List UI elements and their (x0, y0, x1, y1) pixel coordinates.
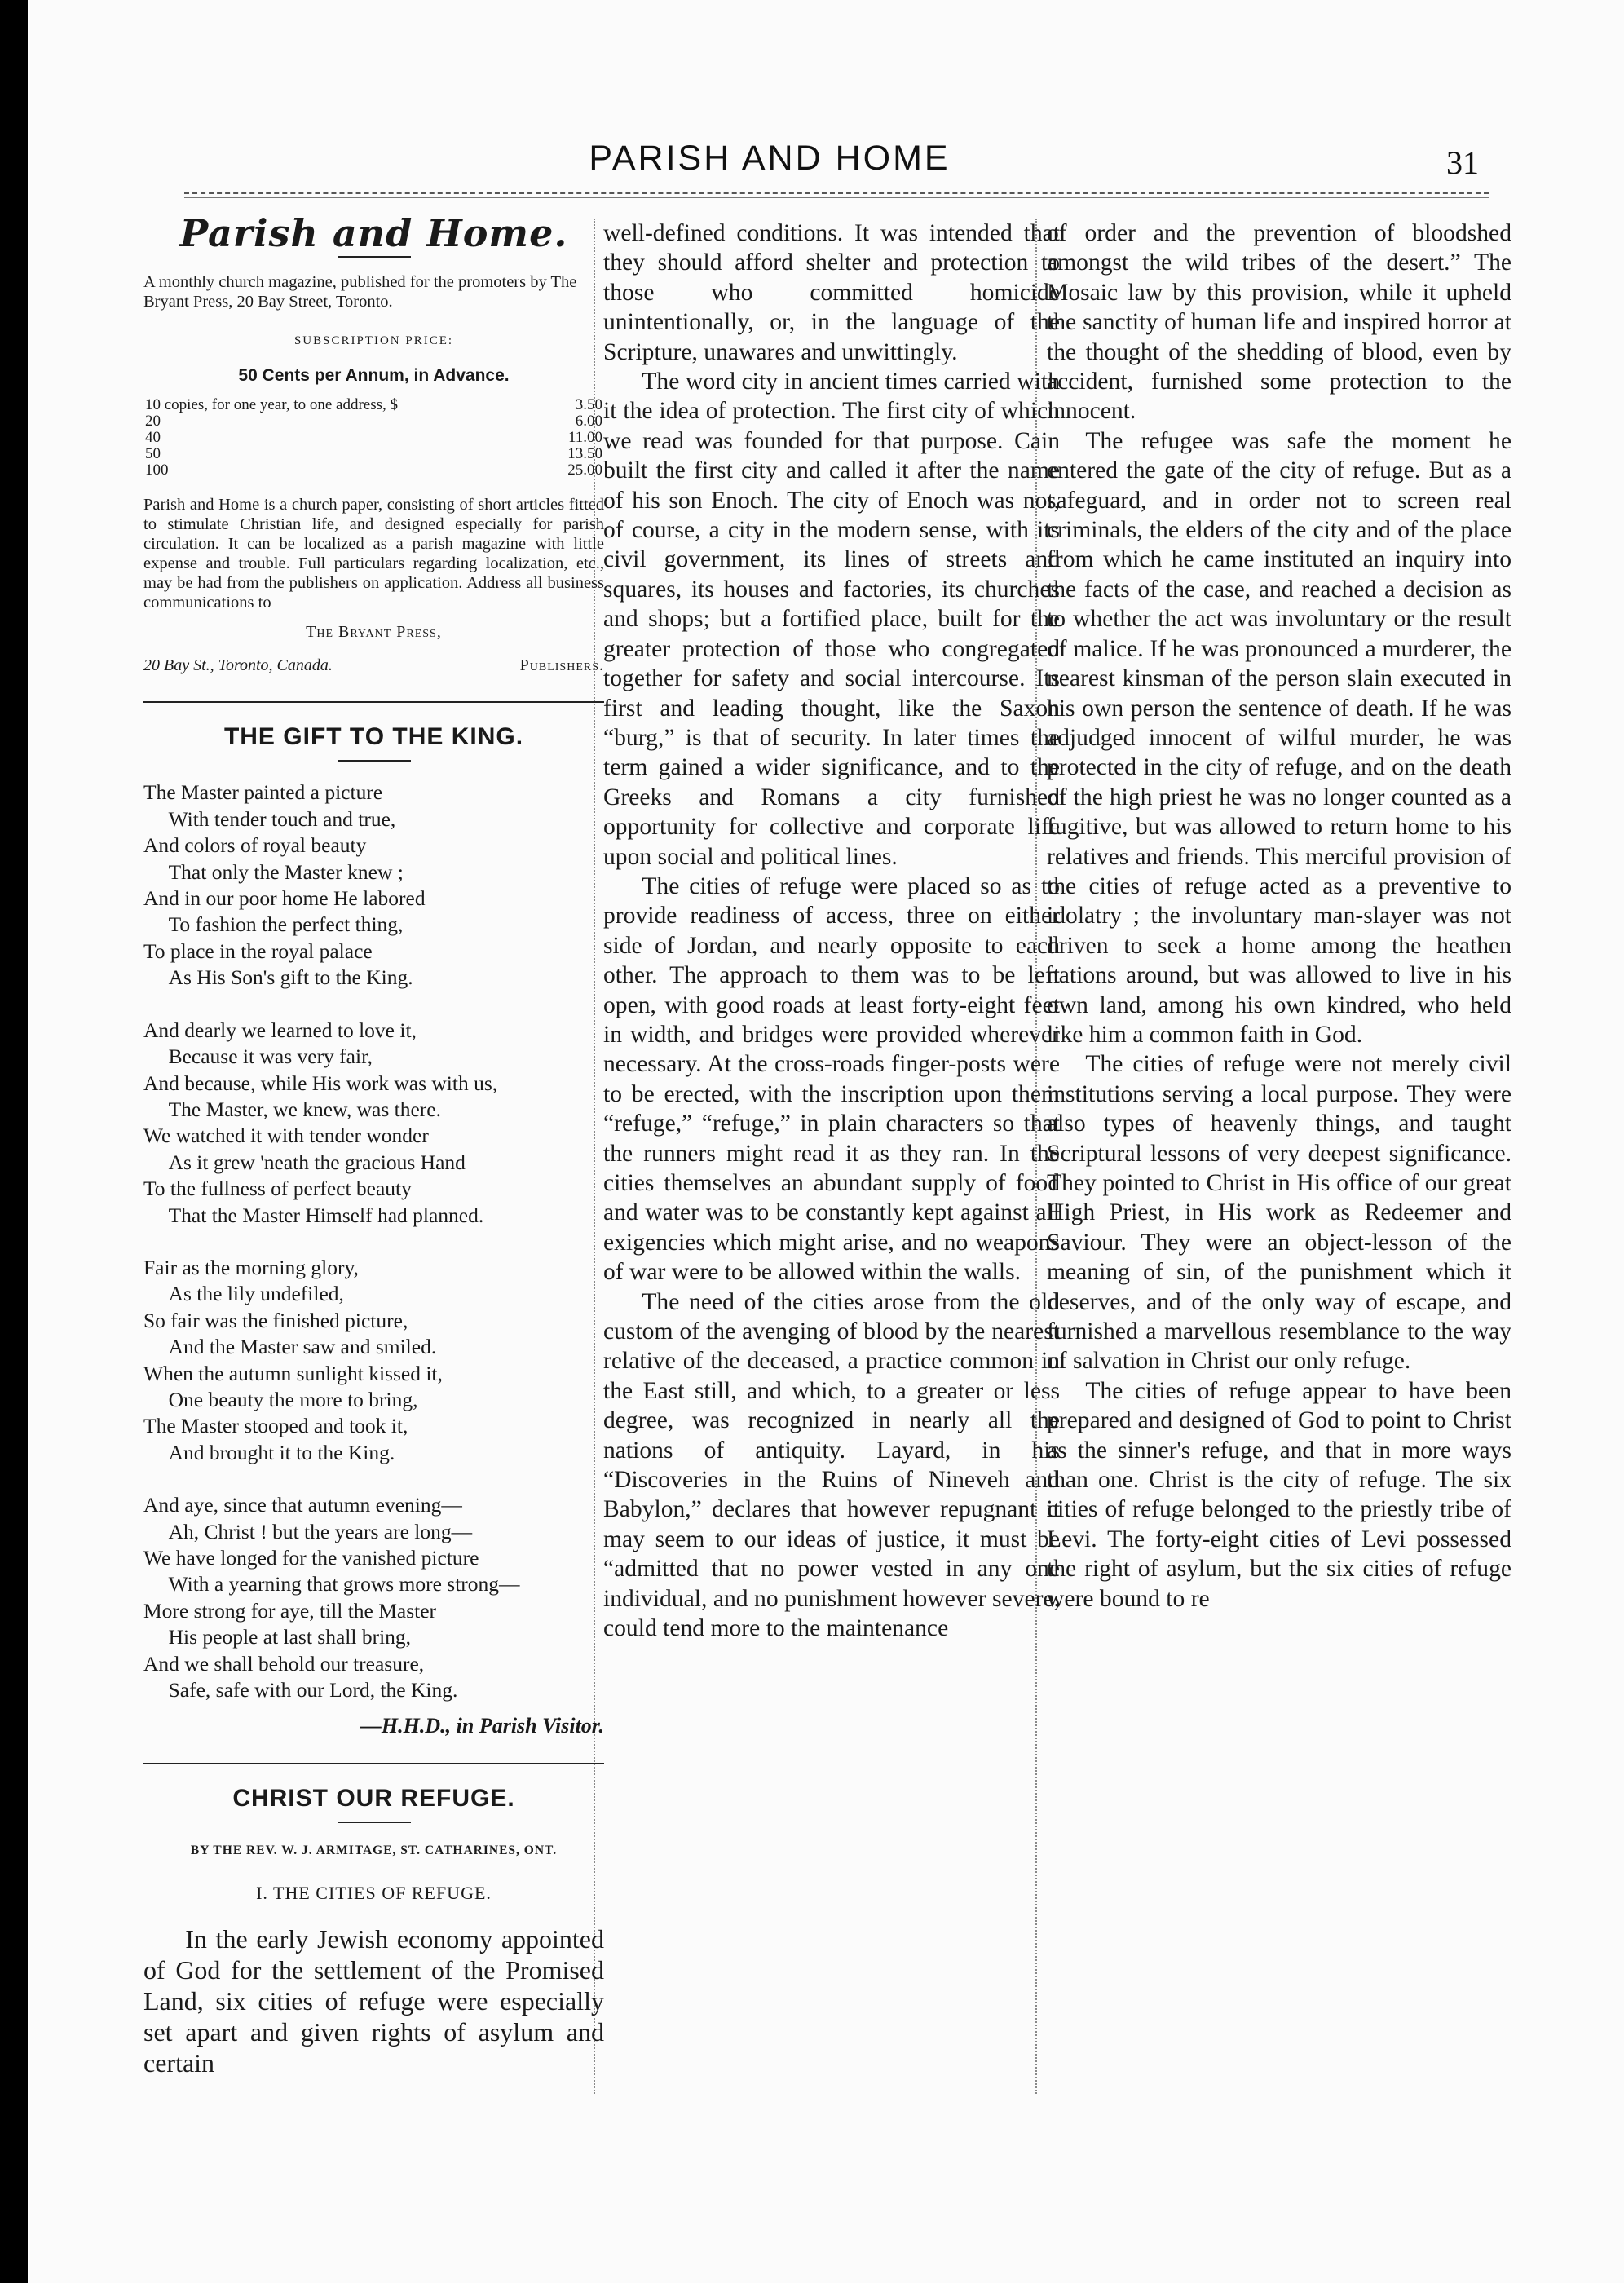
poem-line: To fashion the perfect thing, (168, 912, 404, 937)
page-number: 31 (1446, 144, 1479, 181)
poem-line: We have longed for the vanished picture (143, 1546, 479, 1570)
rate-row (143, 462, 604, 479)
article-paragraph: The refugee was safe the moment he entered the gate of the city of refuge. But as a safeguard, and in order not to screen real criminals, the elders of the city and of the place from which he came instituted an inquiry into the facts of the case, and reached a decision as to whether the act was involuntary or the result of malice. If he was pronounced a murderer, the nearest kinsman of the person slain executed in his own person the sentence of death. If he was adjudged innocent of wilful murder, he was protected in the city of refuge, and on the death of the high priest he was no longer counted as a fugitive, but was allowed to return home to his relatives and friends. This merciful provision of the cities of refuge acted as a preventive to idolatry ; the involuntary man-slayer was not driven to seek a home among the heathen nations around, but was allowed to live in his own land, among his own kindred, who held like him a common faith in God. (1047, 427, 1511, 1048)
rate-copies: 20 (145, 413, 161, 431)
poem-line: The Master, we knew, was there. (168, 1097, 441, 1121)
article-paragraph: The need of the cities arose from the old custom of the avenging of blood by the nearest relative of the deceased, a practice common in the East still, and which, to a greater or less degree, was recognized in nearly all the nations of antiquity. Layard, in his “Discoveries in the Ruins of Nineveh and Babylon,” declares that however repugnant it may seem to our ideas of justice, it must be “admitted that no power vested in any one individual, and no punishment however severe, could tend more to the maintenance (603, 1288, 1060, 1642)
poem-line: More strong for aye, till the Master (143, 1598, 437, 1623)
poem-line: Ah, Christ ! but the years are long— (168, 1519, 473, 1543)
running-title: PARISH AND HOME (589, 139, 951, 178)
page (29, 0, 1624, 2283)
poem-line: That the Master Himself had planned. (168, 1203, 484, 1227)
article-paragraph: The word city in ancient times carried with it the idea of protection. The first city of which we read was founded for that purpose. Cain built the first city and called it after the name of his son Enoch. The city of Enoch was not, of course, a city in the modern sense, with its civil government, its lines of streets and squares, its houses and factories, its churches and shops; but a fortified place, built for the greater protection of those who congregated together for safety and social intercourse. Its first and leading thought, like the Saxon “burg,” is that of security. In later times the term gained a wider significance, and to the Greeks and Romans a city furnished opportunity for collective and corporate life upon social and political lines. (603, 369, 1060, 870)
rule (338, 760, 411, 762)
rate-row (143, 413, 604, 430)
header-rule (184, 192, 1489, 198)
poem-line: And brought it to the King. (168, 1440, 395, 1464)
rate-price: 3.50 (575, 396, 602, 414)
article-title: CHRIST OUR REFUGE. (232, 1784, 515, 1812)
section-rule (143, 701, 604, 703)
poem-line: As His Son's gift to the King. (168, 965, 413, 990)
poem-line: With a yearning that grows more strong— (168, 1572, 520, 1596)
rate-copies: 10 copies, for one year, to one address, $ (145, 396, 399, 414)
poem-line: To the fullness of perfect beauty (143, 1177, 412, 1201)
article-paragraph: In the early Jewish economy appointed of God for the settlement of the Promised Land, six cities of refuge were especially set apart and given rights of asylum and certain (143, 1923, 604, 2078)
article-paragraph: The cities of refuge were not merely civil institutions serving a local purpose. They were also types of heavenly things, and taught Scriptural lessons of very deepest significance. They pointed to Christ in His office of our great High Priest, in His work as Redeemer and Saviour. They were an object-lesson of the meaning of sin, of the punishment which it deserves, and of the only way of escape, and furnished a marvellous resemblance to the way of salvation in Christ our only refuge. (1047, 1051, 1511, 1375)
rule (338, 256, 411, 258)
column-2 (603, 219, 1060, 1644)
poem-line: Fair as the morning glory, (143, 1255, 359, 1279)
rate-table (143, 397, 604, 479)
poem-line: And aye, since that autumn evening— (143, 1493, 462, 1517)
rate-row (143, 430, 604, 446)
rule (338, 1822, 411, 1823)
masthead-about: Parish and Home is a church paper, consisting of short articles fitted to stimulate Christian life, and designed especially for parish circulation. It can be localized as a parish magazine with little expense and trouble. Full particulars regarding localization, etc., may be had from the publishers on application. Address all business communications to (143, 496, 604, 612)
poem-line: That only the Master knew ; (168, 859, 404, 884)
rate-row (143, 446, 604, 462)
poem-line: Safe, safe with our Lord, the King. (168, 1678, 458, 1702)
poem-line: The Master stooped and took it, (143, 1414, 408, 1438)
rate-copies: 50 (145, 445, 161, 463)
poem-line: So fair was the finished picture, (143, 1308, 408, 1332)
poem-line: When the autumn sunlight kissed it, (143, 1361, 443, 1385)
publisher-label: Publishers. (519, 656, 604, 674)
poem-line: Because it was very fair, (168, 1044, 373, 1069)
poem-line: And in our poor home He labored (143, 886, 426, 911)
poem-line: And dearly we learned to love it, (143, 1018, 417, 1042)
poem-stanza (143, 1018, 604, 1229)
article-paragraph: The cities of refuge appear to have been prepared and designed of God to point to Christ as the sinner's refuge, and that in more ways than one. Christ is the city of refuge. The six cities of refuge belonged to the priestly tribe of Levi. The forty-eight cities of Levi possessed the right of asylum, but the six cities of refuge were bound to re (1047, 1377, 1511, 1612)
poem-line: One beauty the more to bring, (168, 1387, 418, 1411)
rate-row (143, 397, 604, 413)
poem-line: And because, while His work was with us, (143, 1071, 498, 1095)
poem-line: And the Master saw and smiled. (168, 1335, 437, 1359)
poem-line: The Master painted a picture (143, 780, 383, 805)
poem-line: With tender touch and true, (168, 806, 396, 831)
column-1 (143, 211, 604, 2078)
subscription-heading: SUBSCRIPTION PRICE: (293, 334, 454, 348)
poem-line: As it grew 'neath the gracious Hand (168, 1150, 466, 1174)
article-paragraph: well-defined conditions. It was intended that they should afford shelter and protection to those who committed homicide unintentionally, or, in the language of the Scripture, unawares and unwittingly. (603, 220, 1060, 365)
article-section-heading: I. THE CITIES OF REFUGE. (256, 1883, 492, 1904)
rate-price: 25.00 (567, 461, 602, 479)
publisher-address: 20 Bay St., Toronto, Canada. (143, 656, 333, 674)
poem-attribution: —H.H.D., in Parish Visitor. (360, 1714, 604, 1738)
poem-line: As the lily undefiled, (168, 1282, 344, 1306)
poem-line: And we shall behold our treasure, (143, 1651, 425, 1676)
poem-line: To place in the royal palace (143, 938, 373, 963)
column-3 (1047, 219, 1511, 1614)
poem (143, 779, 604, 1703)
rate-copies: 40 (145, 429, 161, 447)
rate-price: 6.00 (575, 413, 602, 431)
publisher-line (143, 651, 604, 680)
masthead-description: A monthly church magazine, published for the promoters by The Bryant Press, 20 Bay Street, Toronto. (143, 273, 577, 311)
publisher-name: The Bryant Press, (306, 623, 442, 642)
subscription-price: 50 Cents per Annum, in Advance. (238, 365, 510, 385)
poem-stanza (143, 779, 604, 991)
article-paragraph: The cities of refuge were placed so as to provide readiness of access, three on either side of Jordan, and nearly opposite to each other. The approach to them was to be left open, with good roads at least forty-eight feet in width, and bridges were provided wherever necessary. At the cross-roads finger-posts were to be erected, with the inscription upon them “refuge,” “refuge,” in plain characters so that the runners might read it as they ran. In the cities themselves an abundant supply of food and water was to be constantly kept against all exigencies which might arise, and no weapons of war were to be allowed within the walls. (603, 872, 1060, 1286)
poem-line: And colors of royal beauty (143, 833, 367, 858)
section-rule (143, 1763, 604, 1764)
poem-line: His people at last shall bring, (168, 1625, 412, 1649)
poem-title: THE GIFT TO THE KING. (223, 723, 524, 751)
rate-copies: 100 (145, 461, 169, 479)
article-paragraph: of order and the prevention of bloodshed amongst the wild tribes of the desert.” The Mosaic law by this provision, while it upheld the sanctity of human life and inspired horror at the thought of the shedding of blood, even by accident, furnished some protection to the innocent. (1047, 220, 1511, 425)
poem-line: We watched it with tender wonder (143, 1124, 429, 1148)
scan-border (0, 0, 28, 2283)
masthead-title: Parish and Home. (179, 211, 568, 255)
rate-price: 13.50 (567, 445, 602, 463)
poem-stanza (143, 1492, 604, 1703)
article-byline: BY THE REV. W. J. ARMITAGE, ST. CATHARINES, ONT. (190, 1844, 558, 1858)
poem-stanza (143, 1255, 604, 1466)
rate-price: 11.00 (567, 429, 602, 447)
